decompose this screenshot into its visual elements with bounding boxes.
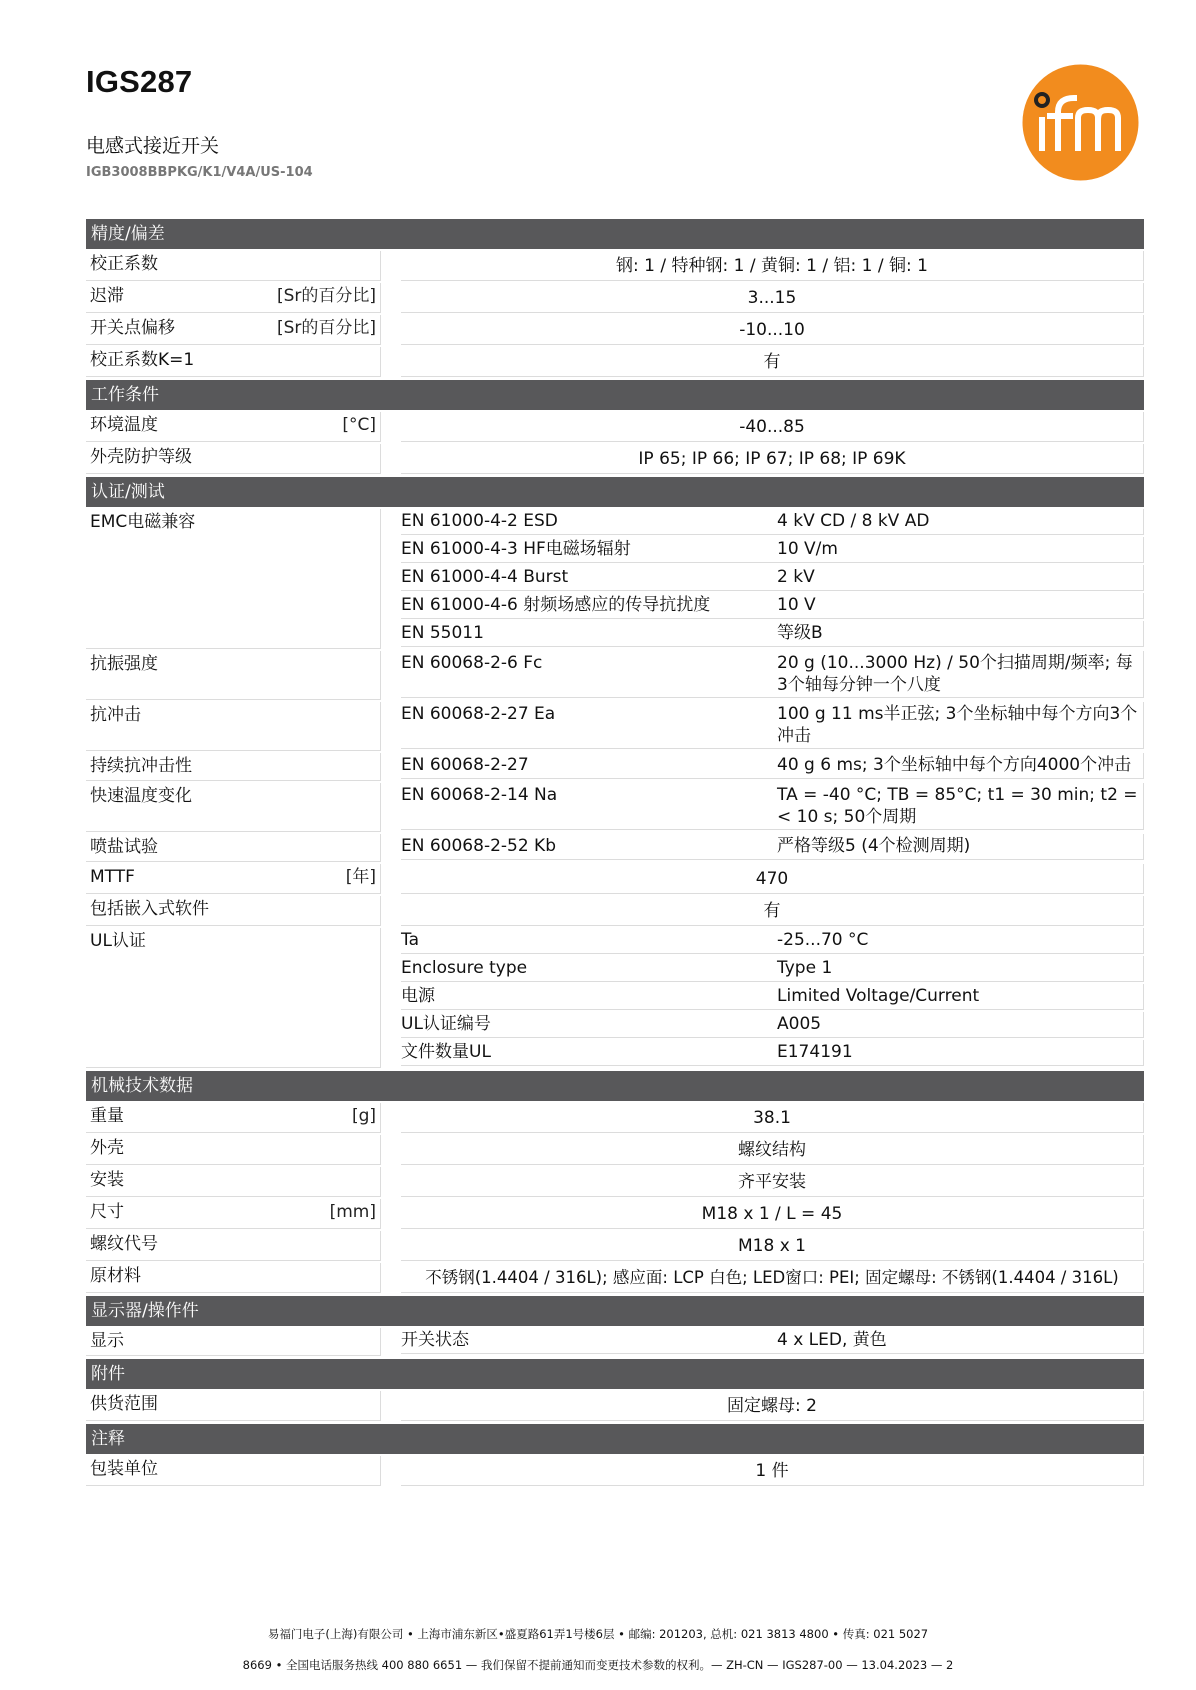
label: 尺寸: [90, 1202, 124, 1222]
row-hysteresis: [86, 283, 1144, 313]
unit: [mm]: [329, 1202, 376, 1222]
section-accuracy-header: 精度/偏差: [86, 219, 1144, 249]
order-code: IGB3008BBPKG/K1/V4A/US-104: [86, 165, 313, 180]
unit: [g]: [351, 1106, 376, 1126]
label: 喷盐试验: [90, 837, 158, 857]
emc-standard: EN 61000-4-2 ESD: [401, 509, 773, 535]
ul-row: [401, 928, 1144, 954]
label: 环境温度: [90, 415, 158, 435]
ul-row: [401, 984, 1144, 1010]
row-weight: [86, 1103, 1144, 1133]
row-housing: [86, 1135, 1144, 1165]
ul-key: 电源: [401, 984, 773, 1010]
section-notes-header: 注释: [86, 1424, 1144, 1454]
emc-standard: EN 61000-4-6 射频场感应的传导抗扰度: [401, 593, 773, 619]
emc-standard: EN 61000-4-4 Burst: [401, 565, 773, 591]
value: 螺纹结构: [401, 1135, 1144, 1165]
label: 原材料: [90, 1266, 141, 1286]
row-scope-of-delivery: [86, 1391, 1144, 1421]
unit: [年]: [345, 867, 376, 887]
continuous-shock-standard: EN 60068-2-27: [401, 753, 773, 779]
ul-key: 文件数量UL: [401, 1040, 773, 1066]
value: 有: [401, 347, 1144, 377]
emc-value: 10 V/m: [773, 537, 1144, 563]
row-vibration: [86, 651, 1144, 700]
row-k1: [86, 347, 1144, 377]
emc-value: 4 kV CD / 8 kV AD: [773, 509, 1144, 535]
ifm-logo: [1022, 64, 1139, 181]
label: 快速温度变化: [90, 786, 192, 806]
section-conditions-header: 工作条件: [86, 380, 1144, 410]
row-temp-change: [86, 783, 1144, 832]
row-emc: [86, 509, 1144, 649]
row-materials: [86, 1263, 1144, 1293]
label: EMC电磁兼容: [90, 512, 196, 532]
value: 有: [401, 896, 1144, 926]
product-title: IGS287: [86, 64, 193, 99]
vibration-standard: EN 60068-2-6 Fc: [401, 651, 773, 698]
label: 校正系数: [90, 254, 158, 274]
row-display: [86, 1328, 1144, 1356]
ul-value: -25...70 °C: [773, 928, 1144, 954]
label: 包装单位: [90, 1459, 158, 1479]
ul-row: [401, 956, 1144, 982]
emc-row: [401, 537, 1144, 563]
vibration-value: 20 g (10...3000 Hz) / 50个扫描周期/频率; 每3个轴每分钟一个八度: [773, 651, 1144, 698]
salt-spray-standard: EN 60068-2-52 Kb: [401, 834, 773, 860]
ul-key: Enclosure type: [401, 956, 773, 982]
product-description: 电感式接近开关: [86, 135, 220, 157]
label: 外壳防护等级: [90, 447, 192, 467]
label: UL认证: [90, 931, 146, 951]
label: 外壳: [90, 1138, 124, 1158]
section-mechanical-header: 机械技术数据: [86, 1071, 1144, 1101]
row-embedded-software: [86, 896, 1144, 926]
emc-standard: EN 55011: [401, 621, 773, 647]
emc-row: [401, 593, 1144, 619]
salt-spray-value: 严格等级5 (4个检测周期): [773, 834, 1144, 860]
section-display-header: 显示器/操作件: [86, 1296, 1144, 1326]
section-tests-header: 认证/测试: [86, 477, 1144, 507]
data-sheet: [86, 219, 1144, 1486]
footer-legal: 8669 • 全国电话服务热线 400 880 6651 — 我们保留不提前通知而变更技术参数的权利。— ZH-CN — IGS287-00 — 13.04.2023 — 2: [242, 1658, 954, 1672]
label: 迟滞: [90, 286, 124, 306]
label: 包括嵌入式软件: [90, 899, 209, 919]
value: 3...15: [401, 283, 1144, 313]
value: 钢: 1 / 特种钢: 1 / 黄铜: 1 / 铝: 1 / 铜: 1: [401, 251, 1144, 281]
document-header: [86, 64, 1146, 181]
row-packaging-unit: [86, 1456, 1144, 1486]
value: 不锈钢(1.4404 / 316L); 感应面: LCP 白色; LED窗口: PEI; 固定螺母: 不锈钢(1.4404 / 316L): [401, 1263, 1144, 1293]
ul-key: UL认证编号: [401, 1012, 773, 1038]
label: 抗振强度: [90, 654, 158, 674]
row-mounting: [86, 1167, 1144, 1197]
value: 固定螺母: 2: [401, 1391, 1144, 1421]
row-continuous-shock: [86, 753, 1144, 781]
value: M18 x 1 / L = 45: [401, 1199, 1144, 1229]
ul-value: Type 1: [773, 956, 1144, 982]
label: MTTF: [90, 867, 135, 887]
row-shock: [86, 702, 1144, 751]
unit: [Sr的百分比]: [276, 318, 376, 338]
label: 螺纹代号: [90, 1234, 158, 1254]
row-thread: [86, 1231, 1144, 1261]
label: 供货范围: [90, 1394, 158, 1414]
continuous-shock-value: 40 g 6 ms; 3个坐标轴中每个方向4000个冲击: [773, 753, 1144, 779]
temp-change-standard: EN 60068-2-14 Na: [401, 783, 773, 830]
value: -40...85: [401, 412, 1144, 442]
emc-value: 10 V: [773, 593, 1144, 619]
value: IP 65; IP 66; IP 67; IP 68; IP 69K: [401, 444, 1144, 474]
label: 显示: [90, 1331, 124, 1351]
display-value: 4 x LED, 黄色: [773, 1328, 1144, 1354]
row-ambient-temp: [86, 412, 1144, 442]
row-protection: [86, 444, 1144, 474]
value: 38.1: [401, 1103, 1144, 1133]
shock-standard: EN 60068-2-27 Ea: [401, 702, 773, 749]
label: 持续抗冲击性: [90, 756, 192, 776]
emc-table: [401, 509, 1144, 649]
label: 校正系数K=1: [90, 350, 195, 370]
shock-value: 100 g 11 ms半正弦; 3个坐标轴中每个方向3个冲击: [773, 702, 1144, 749]
row-salt-spray: [86, 834, 1144, 862]
emc-value: 等级B: [773, 621, 1144, 647]
label: 开关点偏移: [90, 318, 175, 338]
ul-table: [401, 928, 1144, 1068]
row-ul: [86, 928, 1144, 1068]
display-key: 开关状态: [401, 1328, 773, 1354]
emc-standard: EN 61000-4-3 HF电磁场辐射: [401, 537, 773, 563]
unit: [°C]: [342, 415, 376, 435]
unit: [Sr的百分比]: [276, 286, 376, 306]
emc-row: [401, 621, 1144, 647]
value: -10...10: [401, 315, 1144, 345]
value: 1 件: [401, 1456, 1144, 1486]
footer-address: 易福门电子(上海)有限公司 • 上海市浦东新区•盛夏路61弄1号楼6层 • 邮编: 201203, 总机: 021 3813 4800 • 传真: 021 5027: [267, 1627, 929, 1641]
label: 重量: [90, 1106, 124, 1126]
temp-change-value: TA = -40 °C; TB = 85°C; t1 = 30 min; t2 = < 10 s; 50个周期: [773, 783, 1144, 830]
value: M18 x 1: [401, 1231, 1144, 1261]
ul-row: [401, 1012, 1144, 1038]
ul-value: Limited Voltage/Current: [773, 984, 1144, 1010]
row-dimensions: [86, 1199, 1144, 1229]
emc-row: [401, 565, 1144, 591]
value: 470: [401, 864, 1144, 894]
row-correction-factor: [86, 251, 1144, 281]
section-accessories-header: 附件: [86, 1359, 1144, 1389]
label: 抗冲击: [90, 705, 141, 725]
ul-value: A005: [773, 1012, 1144, 1038]
ul-row: [401, 1040, 1144, 1066]
ul-value: E174191: [773, 1040, 1144, 1066]
label: 安装: [90, 1170, 124, 1190]
emc-row: [401, 509, 1144, 535]
row-switch-point-drift: [86, 315, 1144, 345]
ul-key: Ta: [401, 928, 773, 954]
row-mttf: [86, 864, 1144, 894]
value: 齐平安装: [401, 1167, 1144, 1197]
emc-value: 2 kV: [773, 565, 1144, 591]
